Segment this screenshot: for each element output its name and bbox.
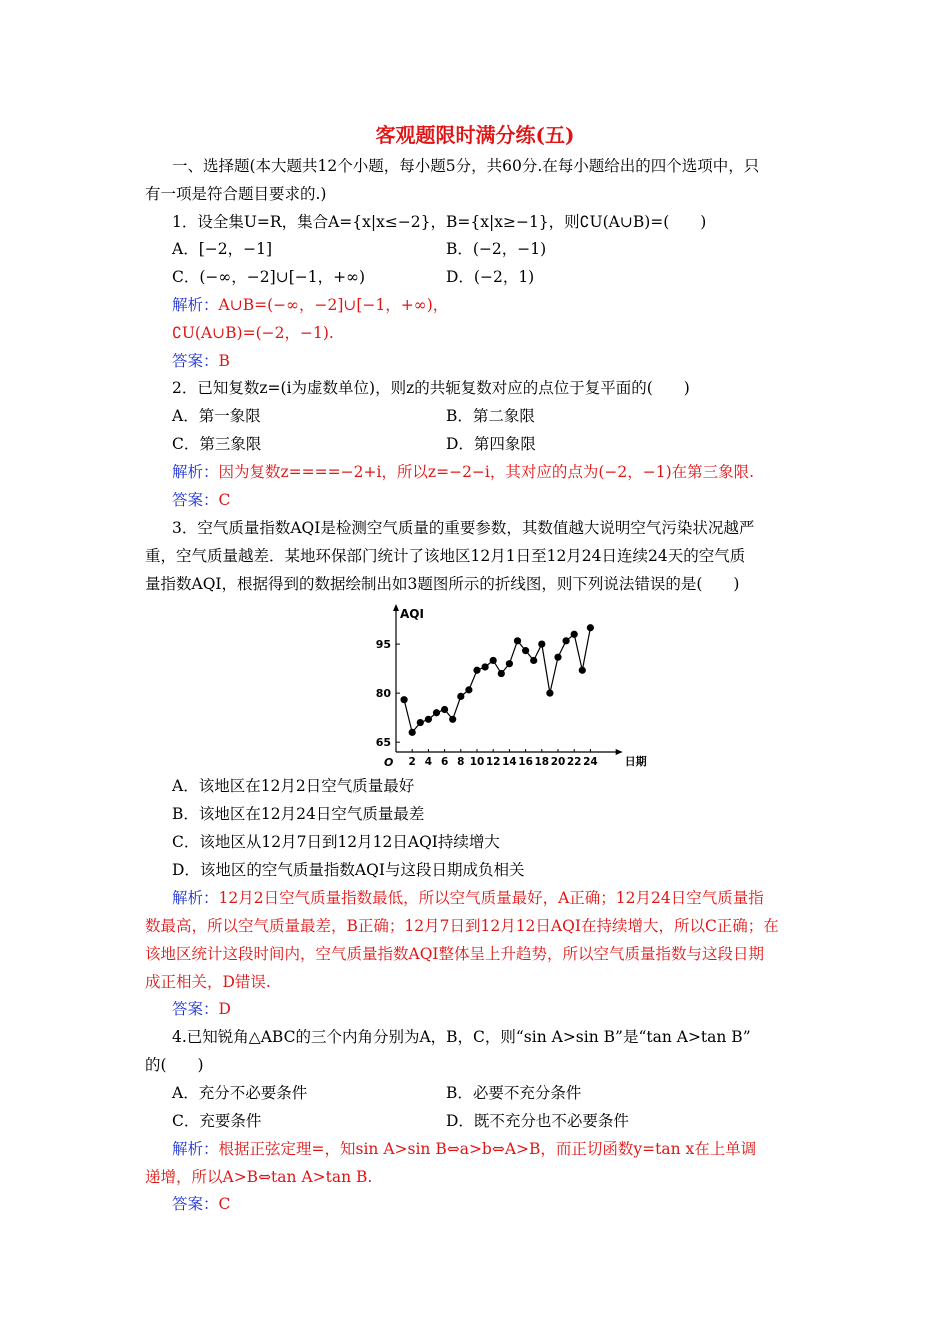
q1-option-a: A．[−2，−1] (172, 240, 272, 258)
q4-stem-line1: 4.已知锐角△ABC的三个内角分别为A，B，C，则“sin A>sin B”是“tan A>tan B” (172, 1028, 751, 1046)
aqi-line-chart (360, 600, 647, 772)
x-tick-label: 12 (485, 756, 501, 768)
x-tick-label: 16 (518, 756, 533, 768)
aqi-data-point (530, 657, 537, 664)
q2-option-b: B．第二象限 (446, 407, 535, 425)
x-tick-label: 2 (408, 756, 416, 768)
aqi-data-point (482, 663, 489, 670)
x-tick-label: 20 (550, 756, 566, 768)
q1-option-d: D．(−2，1) (446, 268, 535, 286)
q3-answer (172, 998, 231, 1020)
x-axis-arrow (616, 749, 623, 755)
q3-solution-line1 (172, 887, 764, 909)
q1-option-b: B．(−2，−1) (446, 240, 547, 258)
aqi-data-point (538, 640, 545, 647)
x-tick-label: 6 (440, 756, 449, 768)
q3-solution-label: 解析： (172, 889, 219, 907)
aqi-data-point (425, 716, 432, 723)
q3-solution-line3: 该地区统计这段时间内，空气质量指数AQI整体呈上升趋势，所以空气质量指数与这段日期 (145, 945, 765, 963)
q2-option-a: A．第一象限 (172, 407, 261, 425)
aqi-data-point (554, 654, 561, 661)
q2-option-d: D．第四象限 (446, 435, 536, 453)
q4-option-c: C．充要条件 (172, 1112, 262, 1130)
aqi-data-point (563, 637, 570, 644)
aqi-data-point (579, 667, 586, 674)
aqi-data-point (473, 667, 480, 674)
q2-stem: 2．已知复数z=(i为虚数单位)，则z的共轭复数对应的点位于复平面的( ) (172, 379, 690, 397)
q4-solution-label: 解析： (172, 1140, 219, 1158)
aqi-data-point (433, 709, 440, 716)
y-tick-label: 95 (375, 638, 391, 652)
aqi-data-point (417, 719, 424, 726)
aqi-data-point (441, 706, 448, 713)
y-tick-label: 65 (375, 736, 391, 750)
q3-solution-line2: 数最高，所以空气质量最差，B正确；12月7日到12月12日AQI在持续增大，所以C正确；在 (145, 917, 779, 935)
q4-option-b: B．必要不充分条件 (446, 1084, 582, 1102)
q4-solution-line2: 递增，所以A>B⇔tan A>tan B. (145, 1168, 373, 1186)
q4-answer-label: 答案： (172, 1195, 219, 1213)
x-tick-label: 24 (583, 756, 598, 768)
origin-label: O (384, 756, 394, 769)
q4-option-d: D．既不充分也不必要条件 (446, 1112, 629, 1130)
q2-solution (172, 461, 754, 483)
q1-solution-line2: ∁U(A∪B)=(−2，−1). (172, 324, 334, 342)
q4-stem-line2: 的( ) (145, 1056, 204, 1074)
x-tick-label: 10 (469, 756, 485, 768)
x-tick-label: 4 (424, 756, 433, 768)
q4-solution-text: 根据正弦定理=，知sin A>sin B⇔a>b⇔A>B，而正切函数y=tan x在上单调 (218, 1140, 757, 1158)
q3-answer-label: 答案： (172, 1000, 219, 1018)
aqi-data-point (587, 624, 594, 631)
q3-option-b: B．该地区在12月24日空气质量最差 (172, 805, 425, 823)
q2-answer-value: C (218, 491, 231, 509)
q1-solution-line1 (172, 294, 448, 316)
x-tick-label: 18 (534, 756, 550, 768)
q3-stem-line3: 量指数AQI，根据得到的数据绘制出如3题图所示的折线图，则下列说法错误的是( ) (145, 575, 740, 593)
aqi-data-point (401, 696, 408, 703)
q3-stem-line2: 重，空气质量越差．某地环保部门统计了该地区12月1日至12月24日连续24天的空气质 (145, 547, 746, 565)
q1-solution-text: A∪B=(−∞，−2]∪[−1，+∞)， (218, 296, 449, 314)
q1-stem: 1．设全集U=R，集合A={x|x≤−2}，B={x|x≥−1}，则∁U(A∪B)=( ) (172, 213, 707, 231)
aqi-data-point (522, 647, 529, 654)
aqi-data-point (409, 729, 416, 736)
q1-solution-label: 解析： (172, 296, 219, 314)
aqi-data-point (457, 693, 464, 700)
aqi-data-point (490, 657, 497, 664)
q1-answer (172, 350, 230, 372)
y-tick-label: 80 (375, 687, 391, 701)
section-intro-line2: 有一项是符合题目要求的.) (145, 185, 327, 203)
q2-answer (172, 489, 230, 511)
aqi-data-point (514, 637, 521, 644)
aqi-data-point (546, 690, 553, 697)
q1-answer-label: 答案： (172, 352, 219, 370)
q3-answer-value: D (218, 1000, 231, 1018)
q3-option-d: D．该地区的空气质量指数AQI与这段日期成负相关 (172, 861, 525, 879)
q4-solution-line1 (172, 1138, 756, 1160)
q2-answer-label: 答案： (172, 491, 219, 509)
q2-option-c: C．第三象限 (172, 435, 262, 453)
aqi-data-point (449, 716, 456, 723)
aqi-data-point (571, 631, 578, 638)
aqi-data-point (498, 670, 505, 677)
q4-answer (172, 1193, 230, 1215)
q2-solution-label: 解析： (172, 463, 219, 481)
page-title: 客观题限时满分练(五) (375, 123, 575, 147)
aqi-data-point (506, 660, 513, 667)
y-axis-label: AQI (400, 607, 424, 621)
aqi-data-point (465, 686, 472, 693)
aqi-series-line (404, 628, 590, 733)
q3-option-c: C．该地区从12月7日到12月12日AQI持续增大 (172, 833, 500, 851)
q3-solution-line4: 成正相关，D错误. (145, 973, 271, 991)
q4-answer-value: C (218, 1195, 231, 1213)
x-tick-label: 8 (457, 756, 465, 768)
x-tick-label: 14 (502, 756, 517, 768)
x-tick-label: 22 (566, 756, 582, 768)
y-axis-arrow (393, 604, 399, 611)
q3-stem-line1: 3．空气质量指数AQI是检测空气质量的重要参数，其数值越大说明空气污染状况越严 (172, 519, 755, 537)
x-axis-label: 日期 (624, 755, 647, 768)
q3-option-a: A．该地区在12月2日空气质量最好 (172, 777, 415, 795)
q2-solution-text: 因为复数z====−2+i，所以z=−2−i，其对应的点为(−2，−1)在第三象限. (218, 463, 755, 481)
q4-option-a: A．充分不必要条件 (172, 1084, 308, 1102)
q1-answer-value: B (218, 352, 230, 370)
section-intro-line1: 一、选择题(本大题共12个小题，每小题5分，共60分.在每小题给出的四个选项中，只 (172, 157, 760, 175)
q1-option-c: C．(−∞，−2]∪[−1，+∞) (172, 268, 366, 286)
q3-solution-text: 12月2日空气质量指数最低，所以空气质量最好，A正确；12月24日空气质量指 (218, 889, 764, 907)
